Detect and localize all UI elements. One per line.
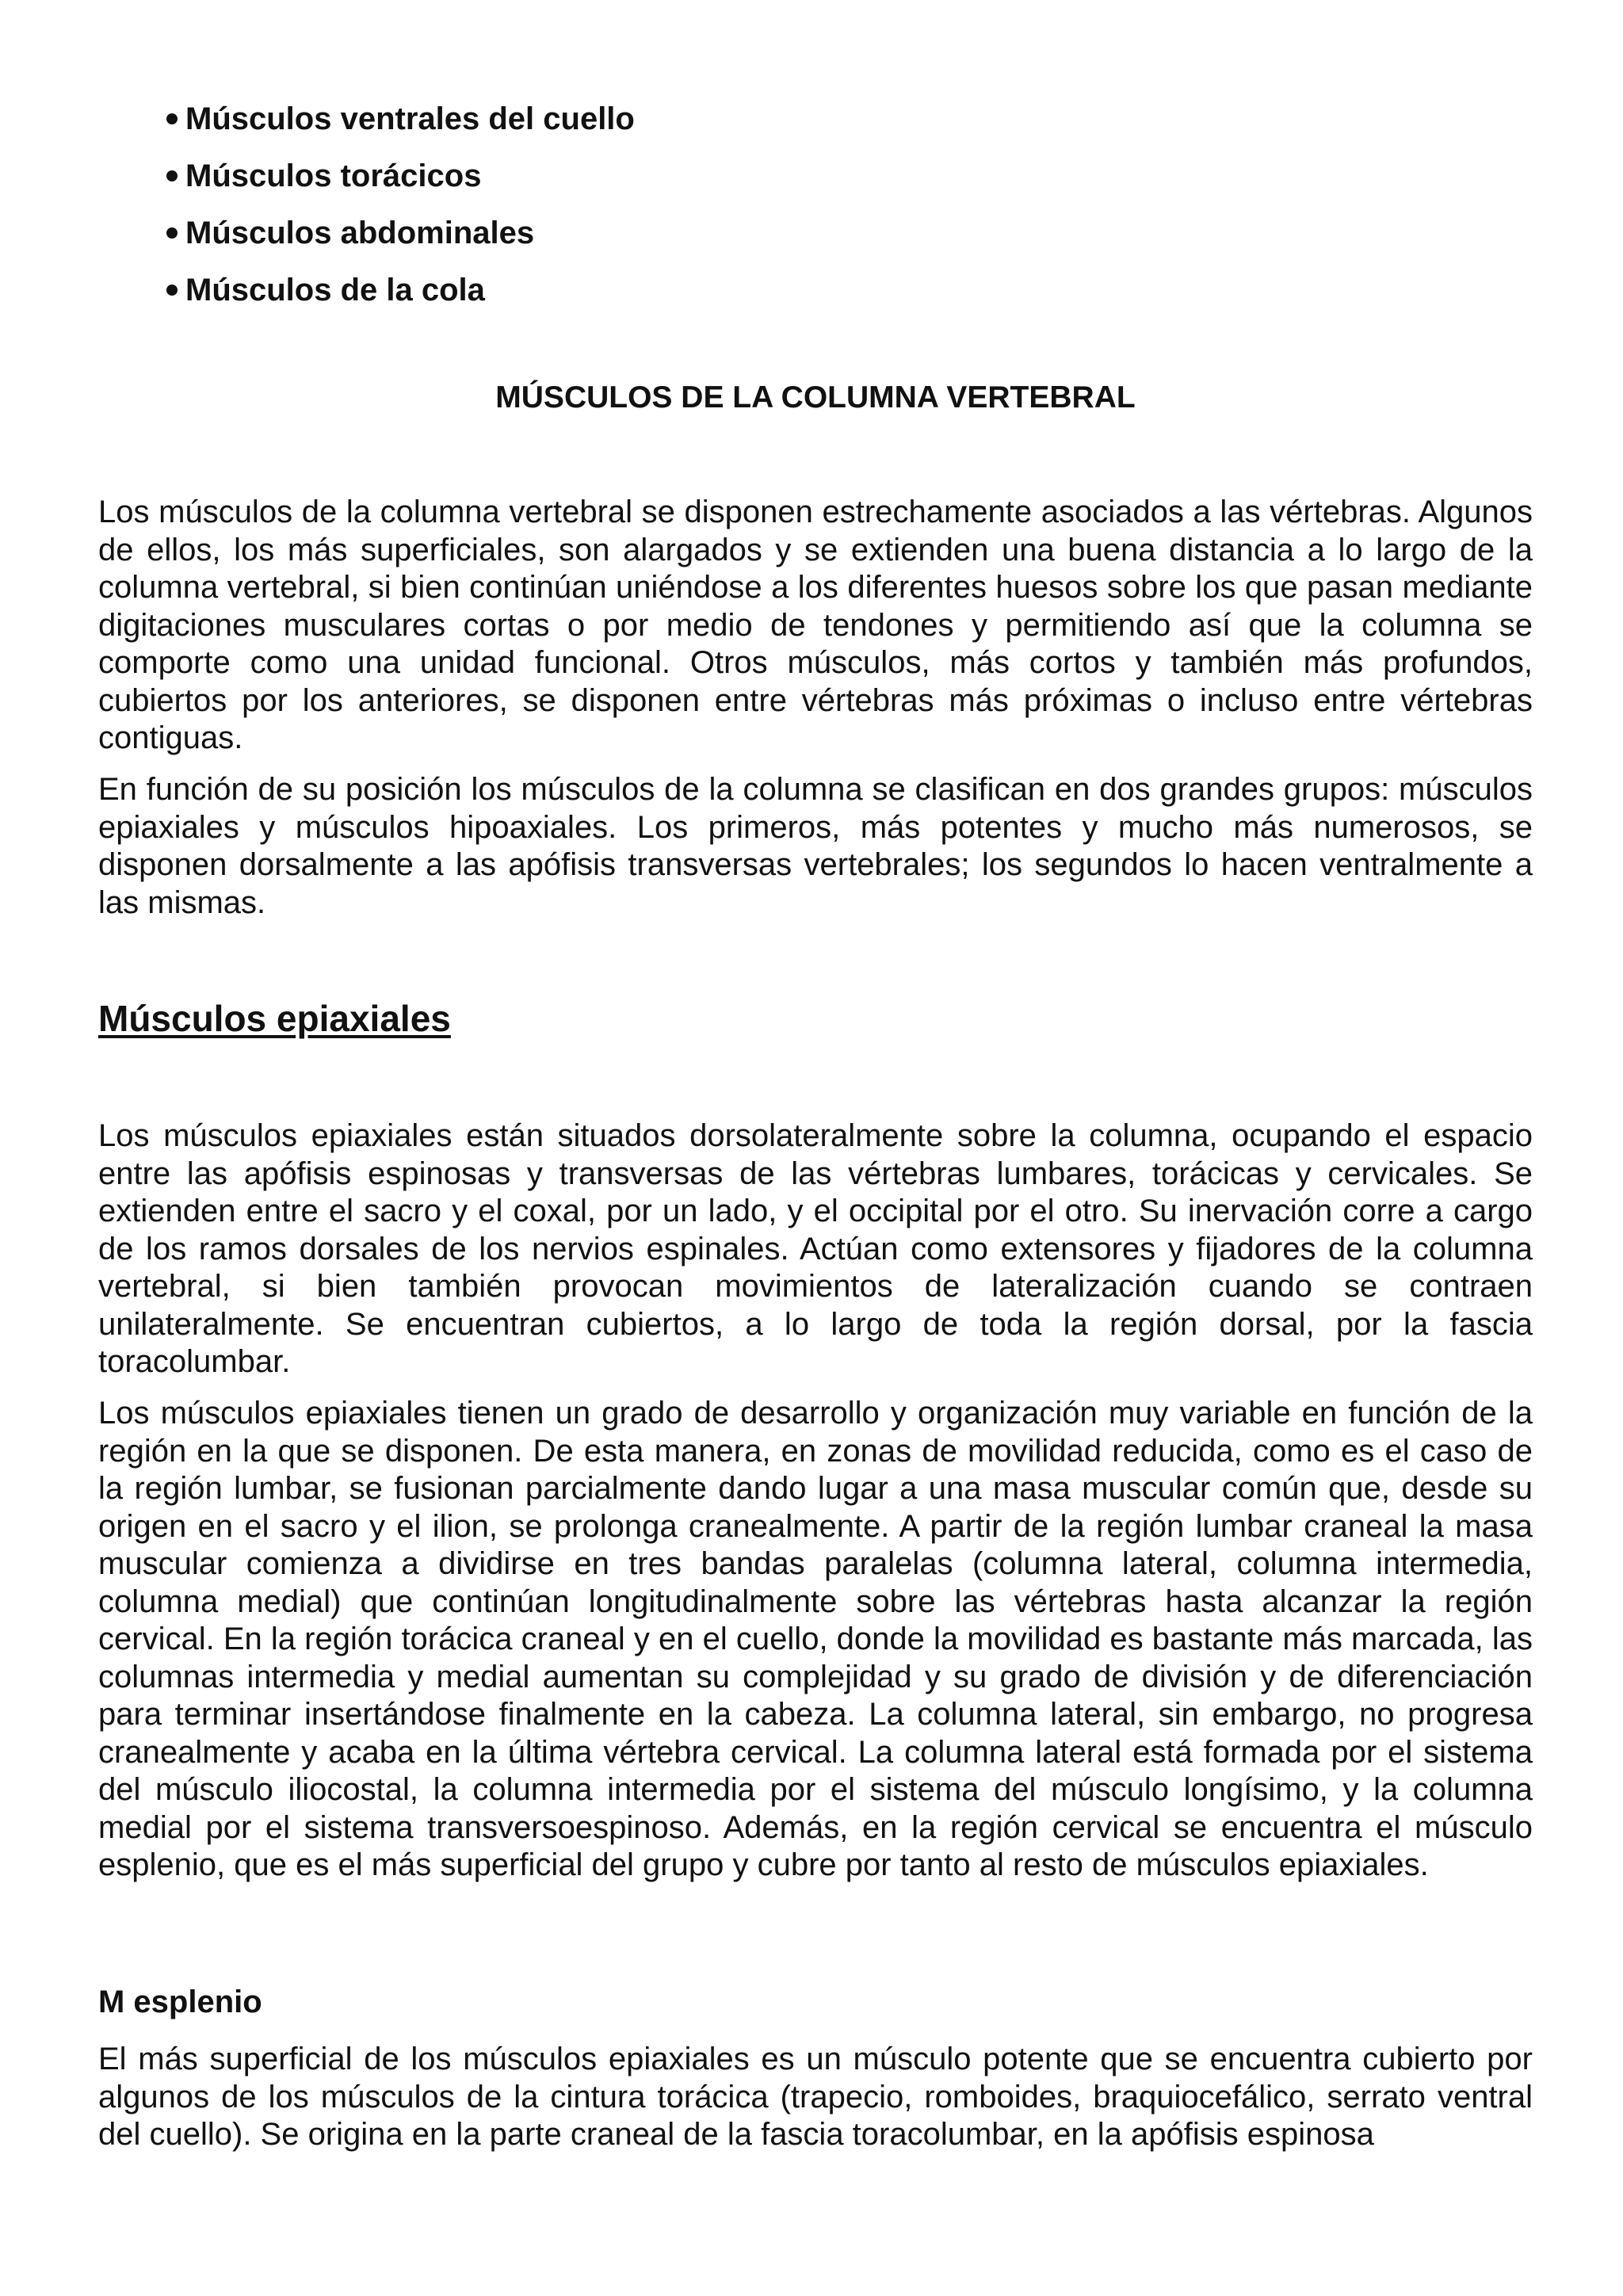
list-item-text: Músculos de la cola [185, 273, 485, 308]
bullet-icon [166, 170, 178, 181]
esplenio-paragraph: El más superficial de los músculos epiaxiales es un músculo potente que se encuentra cubierto por algunos de los músculos de la cintura torácica (trapecio, romboides, braquiocefálico, serrato ventral del cuello). Se origina en la parte craneal de la fascia toracolumbar, en la apófisis espinosa [98, 2042, 1533, 2152]
bullet-icon [166, 113, 178, 124]
list-item [163, 269, 635, 311]
epiaxiales-paragraph: Los músculos epiaxiales están situados dorsolateralmente sobre la columna, ocupando el espacio entre las apófisis espinosas y transversas de las vértebras lumbares, torácicas y cervicales. Se extienden entre el sacro y el coxal, por un lado, y el occipital por el otro. Su inervación corre a cargo de los ramos dorsales de los nervios espinales. Actúan como extensores y fijadores de la columna vertebral, si bien también provocan movimientos de lateralización cuando se contraen unilateralmente. Se encuentran cubiertos, a lo largo de toda la región dorsal, por la fascia toracolumbar. [98, 1118, 1533, 1379]
list-item-text: Músculos abdominales [185, 216, 535, 250]
list-item [163, 212, 635, 254]
bullet-icon [166, 285, 178, 296]
section-title: MÚSCULOS DE LA COLUMNA VERTEBRAL [495, 380, 1136, 415]
list-item [163, 98, 635, 139]
intro-paragraph: En función de su posición los músculos de la columna se clasifican en dos grandes grupos: músculos epiaxiales y músculos hipoaxiales. Los primeros, más potentes y mucho más numerosos, se disponen dorsalmente a las apófisis transversas vertebrales; los segundos lo hacen ventralmente a las mismas. [98, 772, 1533, 920]
list-item-text: Músculos ventrales del cuello [185, 101, 635, 136]
subheading-epiaxiales: Músculos epiaxiales [98, 998, 451, 1039]
epiaxiales-paragraph: Los músculos epiaxiales tienen un grado de desarrollo y organización muy variable en función de la región en la que se disponen. De esta manera, en zonas de movilidad reducida, como es el caso de la región lumbar, se fusionan parcialmente dando lugar a una masa muscular común que, desde su origen en el sacro y el ilion, se prolonga cranealmente. A partir de la región lumbar craneal la masa muscular comienza a dividirse en tres bandas paralelas (columna lateral, columna intermedia, columna medial) que continúan longitudinalmente sobre las vértebras hasta alcanzar la región cervical. En la región torácica craneal y en el cuello, donde la movilidad es bastante más marcada, las columnas intermedia y medial aumentan su complejidad y su grado de división y de diferenciación para terminar insertándose finalmente en la cabeza. La columna lateral, sin embargo, no progresa cranealmente y acaba en la última vértebra cervical. La columna lateral está formada por el sistema del músculo iliocostal, la columna intermedia por el sistema del músculo longísimo, y la columna medial por el sistema transversoespinoso. Además, en la región cervical se encuentra el músculo esplenio, que es el más superficial del grupo y cubre por tanto al resto de músculos epiaxiales. [98, 1396, 1533, 1882]
intro-paragraph: Los músculos de la columna vertebral se disponen estrechamente asociados a las vértebras. Algunos de ellos, los más superficiales, son alargados y se extienden una buena distancia a lo largo de la columna vertebral, si bien continúan uniéndose a los diferentes huesos sobre los que pasan mediante digitaciones musculares cortas o por medio de tendones y permitiendo así que la columna se comporte como una unidad funcional. Otros músculos, más cortos y también más profundos, cubiertos por los anteriores, se disponen entre vértebras más próximas o incluso entre vértebras contiguas. [98, 495, 1533, 755]
list-item [163, 155, 635, 197]
muscle-group-list [163, 98, 635, 327]
list-item-text: Músculos torácicos [185, 159, 482, 193]
bullet-icon [166, 227, 178, 239]
heading-esplenio: M esplenio [98, 1985, 262, 2019]
